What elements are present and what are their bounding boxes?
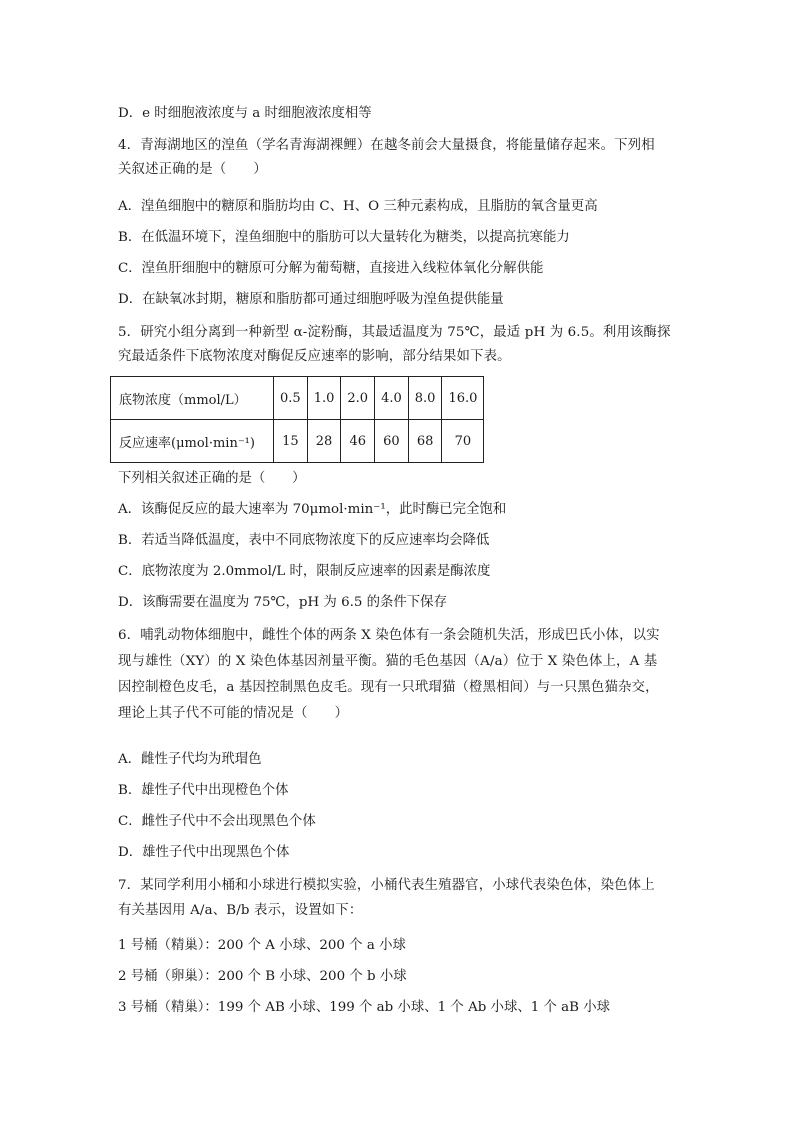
- q7-stem-line2: 有关基因用 A/a、B/b 表示，设置如下：: [118, 903, 363, 918]
- q6-stem-line3: 因控制橙色皮毛，a 基因控制黑色皮毛。现有一只玳瑁猫（橙黑相间）与一只黑色猫杂交，: [118, 680, 659, 695]
- q6-stem-line4: 理论上其子代不可能的情况是（ ）: [118, 706, 349, 721]
- q5-option-b: B．若适当降低温度，表中不同底物浓度下的反应速率均会降低: [118, 533, 490, 548]
- q5-option-d: D．该酶需要在温度为 75℃，pH 为 6.5 的条件下保存: [118, 595, 447, 610]
- table-cell: 70: [442, 420, 484, 463]
- q5-option-a: A．该酶促反应的最大速率为 70μmol·min⁻¹，此时酶已完全饱和: [118, 502, 507, 517]
- enzyme-data-table: [110, 376, 484, 463]
- table-cell: 46: [341, 420, 375, 463]
- q6-option-a: A．雌性子代均为玳瑁色: [118, 752, 262, 767]
- q6-stem-line2: 现与雄性（XY）的 X 染色体基因剂量平衡。猫的毛色基因（A/a）位于 X 染色体上，A 基: [118, 654, 658, 669]
- table-row-substrate: [111, 377, 484, 420]
- q5-option-c: C．底物浓度为 2.0mmol/L 时，限制反应速率的因素是酶浓度: [118, 564, 491, 579]
- q4-stem-line2: 关叙述正确的是（ ）: [118, 162, 267, 177]
- table-cell: 8.0: [408, 377, 442, 420]
- q6-option-b: B．雄性子代中出现橙色个体: [118, 783, 289, 798]
- table-cell: 28: [307, 420, 341, 463]
- table-cell: 0.5: [274, 377, 308, 420]
- table-cell: 1.0: [307, 377, 341, 420]
- q4-option-c: C．湟鱼肝细胞中的糖原可分解为葡萄糖，直接进入线粒体氧化分解供能: [118, 261, 544, 276]
- q4-option-a: A．湟鱼细胞中的糖原和脂肪均由 C、H、O 三种元素构成，且脂肪的氧含量更高: [118, 199, 598, 214]
- table-cell: 60: [375, 420, 409, 463]
- q6-option-d: D．雄性子代中出现黑色个体: [118, 845, 290, 860]
- q5-prompt: 下列相关叙述正确的是（ ）: [118, 471, 306, 486]
- q6-option-c: C．雌性子代中不会出现黑色个体: [118, 814, 316, 829]
- q4-stem-line1: 4．青海湖地区的湟鱼（学名青海湖裸鲤）在越冬前会大量摄食，将能量储存起来。下列相: [118, 138, 655, 153]
- q7-bucket-1: 1 号桶（精巢）：200 个 A 小球、200 个 a 小球: [118, 938, 406, 953]
- q7-stem-line1: 7．某同学利用小桶和小球进行模拟实验，小桶代表生殖器官，小球代表染色体，染色体上: [118, 878, 655, 893]
- q6-stem-line1: 6．哺乳动物体细胞中，雌性个体的两条 X 染色体有一条会随机失活，形成巴氏小体，以实: [118, 628, 660, 643]
- q5-stem-line2: 究最适条件下底物浓度对酶促反应速率的影响，部分结果如下表。: [118, 349, 511, 364]
- table-cell: 4.0: [375, 377, 409, 420]
- table-header-substrate: 底物浓度（mmol/L）: [111, 377, 274, 420]
- table-cell: 16.0: [442, 377, 484, 420]
- table-cell: 15: [274, 420, 308, 463]
- q5-stem-line1: 5．研究小组分离到一种新型 α-淀粉酶，其最适温度为 75℃，最适 pH 为 6.5。利用该酶探: [118, 325, 671, 340]
- table-cell: 2.0: [341, 377, 375, 420]
- q3-option-d: D．e 时细胞液浓度与 a 时细胞液浓度相等: [118, 106, 372, 121]
- q4-option-d: D．在缺氧冰封期，糖原和脂肪都可通过细胞呼吸为湟鱼提供能量: [118, 292, 504, 307]
- table-row-rate: [111, 420, 484, 463]
- table-cell: 68: [408, 420, 442, 463]
- q7-bucket-3: 3 号桶（精巢）：199 个 AB 小球、199 个 ab 小球、1 个 Ab 小球、1 个 aB 小球: [118, 1000, 611, 1015]
- q7-bucket-2: 2 号桶（卵巢）：200 个 B 小球、200 个 b 小球: [118, 969, 407, 984]
- table-header-rate: 反应速率(μmol·min⁻¹): [111, 420, 274, 463]
- q4-option-b: B．在低温环境下，湟鱼细胞中的脂肪可以大量转化为糖类，以提高抗寒能力: [118, 230, 570, 245]
